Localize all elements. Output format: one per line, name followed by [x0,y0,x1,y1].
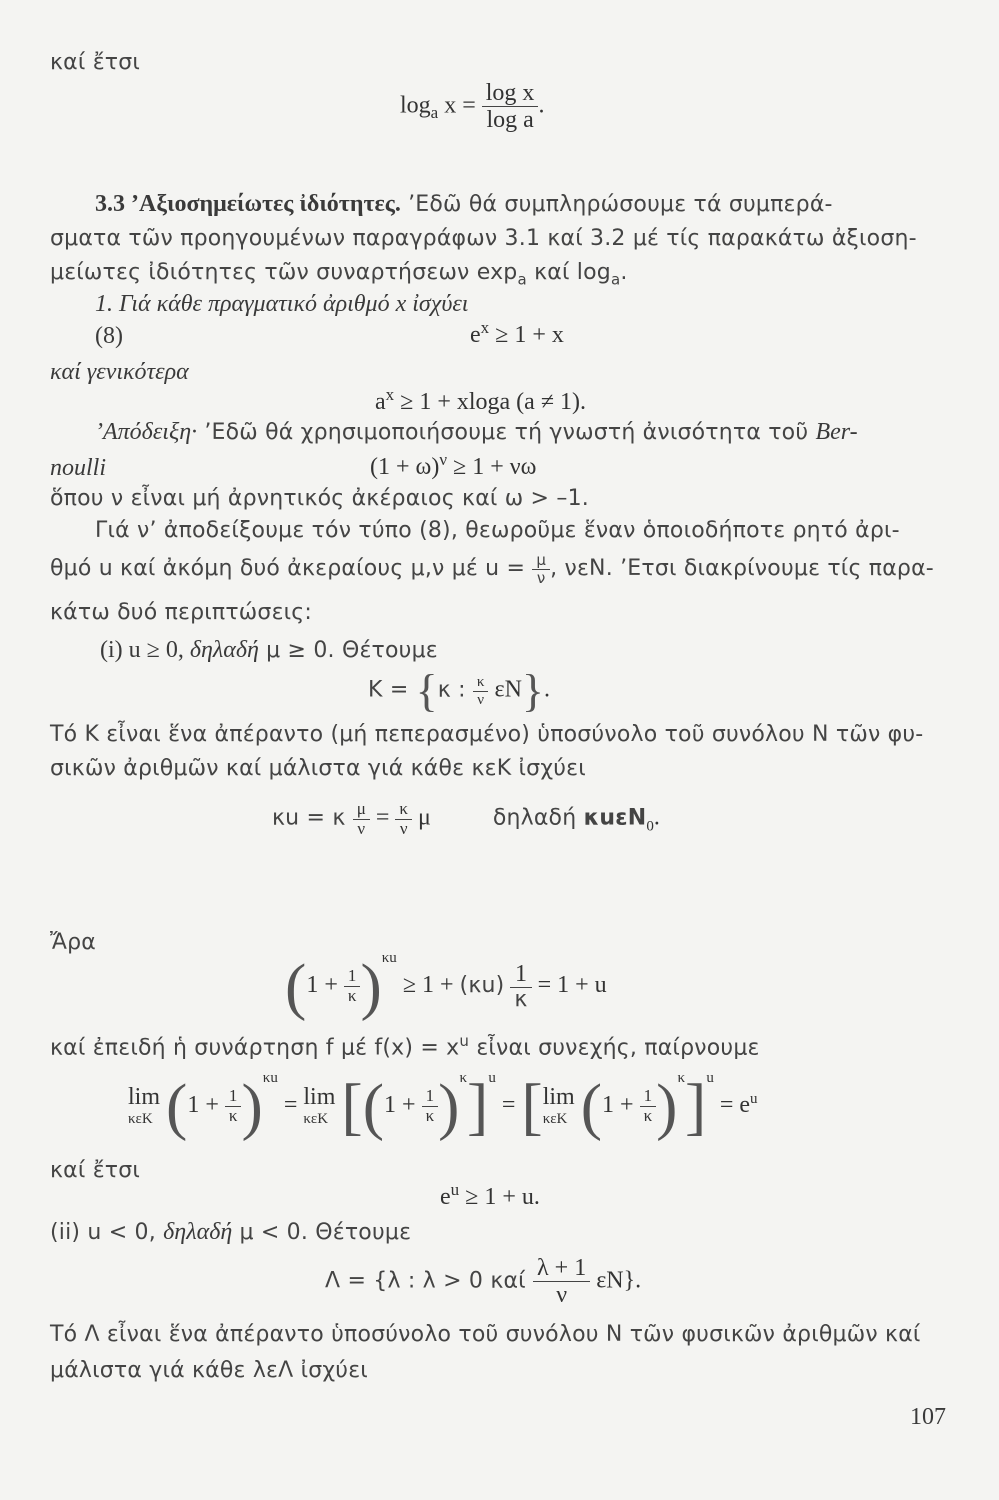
text-kai-etsi-2: καί ἔτσι [50,1158,141,1183]
case-i: (i) u ≥ 0, δηλαδή μ ≥ 0. Θέτουμε [100,637,438,663]
item-1-statement: 1. Γιά κάθε πραγματικό ἀριθμό x ἰσχύει [95,291,469,317]
equation-log-base-change: $\log_a x$ = $\frac{\text{log x}}{\text{log a}}$ . [400,80,545,134]
equation-8: $e^x \ge 1 + x$ [470,318,564,348]
paragraph-line: σικῶν ἀριθμῶν καί μάλιστα γιά κάθε κεΚ ἰσχύει [50,756,586,781]
text-kai-etsi: καί ἔτσι [50,50,141,75]
equation-inequality: (1 + $\frac{1}{\kappa}$ )$^{\kappa u}$ ≥ 1 + (κu) $\frac{1}{\kappa}$ = 1 + u [285,950,607,1022]
page-number: 107 [910,1404,946,1430]
paragraph-line: Τό Λ εἶναι ἕνα ἀπέραντο ὑποσύνολο τοῦ συνόλου Ν τῶν φυσικῶν ἀριθμῶν καί [50,1322,921,1347]
proof-line: ’Απόδειξη· ’Εδῶ θά χρησιμοποιήσουμε τή γνωστή ἀνισότητα τοῦ Ber- [95,419,858,445]
text-bernoulli: noulli [50,455,107,481]
equation-set-lambda: Λ = {λ : λ > 0 καί $\frac{\lambda + 1}{\nu}$ εN}. [325,1255,642,1309]
paragraph-line: Τό Κ εἶναι ἕνα ἀπέραντο (μή πεπερασμένο) ὑποσύνολο τοῦ συνόλου Ν τῶν φυ- [50,722,924,747]
text-ara: Ἄρα [50,930,96,955]
paragraph-line: Γιά ν’ ἀποδείξουμε τόν τύπο (8), θεωροῦμε ἕναν ὁποιοδήποτε ρητό ἀρι- [95,518,900,543]
paragraph-line: μάλιστα γιά κάθε λεΛ ἰσχύει [50,1358,368,1383]
equation-ax: $a^x \ge 1 + xloga$ (a ≠ 1). [375,385,586,415]
text-kai-genikotera: καί γενικότερα [50,359,189,385]
case-ii: (ii) u < 0, δηλαδή μ < 0. Θέτουμε [50,1219,412,1245]
paragraph-line: κάτω δυό περιπτώσεις: [50,600,313,625]
equation-set-K: K = {κ : $\frac{\kappa}{\nu}$ εN}. [368,665,550,716]
equation-ku: κu = κ $\frac{\mu}{\nu}$ = $\frac{\kappa}{\nu}$ μ δηλαδή κuεN$_0$. [272,799,660,838]
equation-limit: lim κεK (1 + $\frac{1}{\kappa}$ )$^{\kappa u}$ = lim κεK [(1 + $\frac{1}{\kappa}$ )$^\kappa$]$^u$ = [lim κεK (1 + $\frac{1}{\kappa}$ )$^\kappa]^u = e^u$ [128,1070,758,1142]
paragraph-line: θμό u καί ἀκόμη δυό ἀκεραίους μ,ν μέ u = $\frac{\mu}{\nu}$ , νεΝ. ’Ετσι διακρίνουμε τίς παρα- [50,551,934,587]
paragraph-line: μείωτες ἰδιότητες τῶν συναρτήσεων $\exp_a \kappa\alpha ί$ $\log_a$. [50,260,628,289]
paragraph-line: καί ἐπειδή ἡ συνάρτηση f μέ $f(x) = x^u$ εἶναι συνεχής, παίρνουμε [50,1032,760,1061]
section-heading-paragraph: 3.3 ’Αξιοσημείωτες ἰδιότητες. ’Εδῶ θά συμπληρώσουμε τά συμπερά- [95,191,833,217]
paragraph-line: ὅπου ν εἶναι μή ἀρνητικός ἀκέραιος καί ω > –1. [50,486,589,511]
equation-bernoulli: $(1 + \omega)^\nu \ge 1 + \nu\omega$ [370,450,537,480]
paragraph-line: σματα τῶν προηγουμένων παραγράφων 3.1 καί 3.2 μέ τίς παρακάτω ἀξιοση- [50,226,917,251]
equation-8-label: (8) [95,323,123,349]
equation-eu: $e^u \ge 1 + u$. [440,1180,540,1210]
